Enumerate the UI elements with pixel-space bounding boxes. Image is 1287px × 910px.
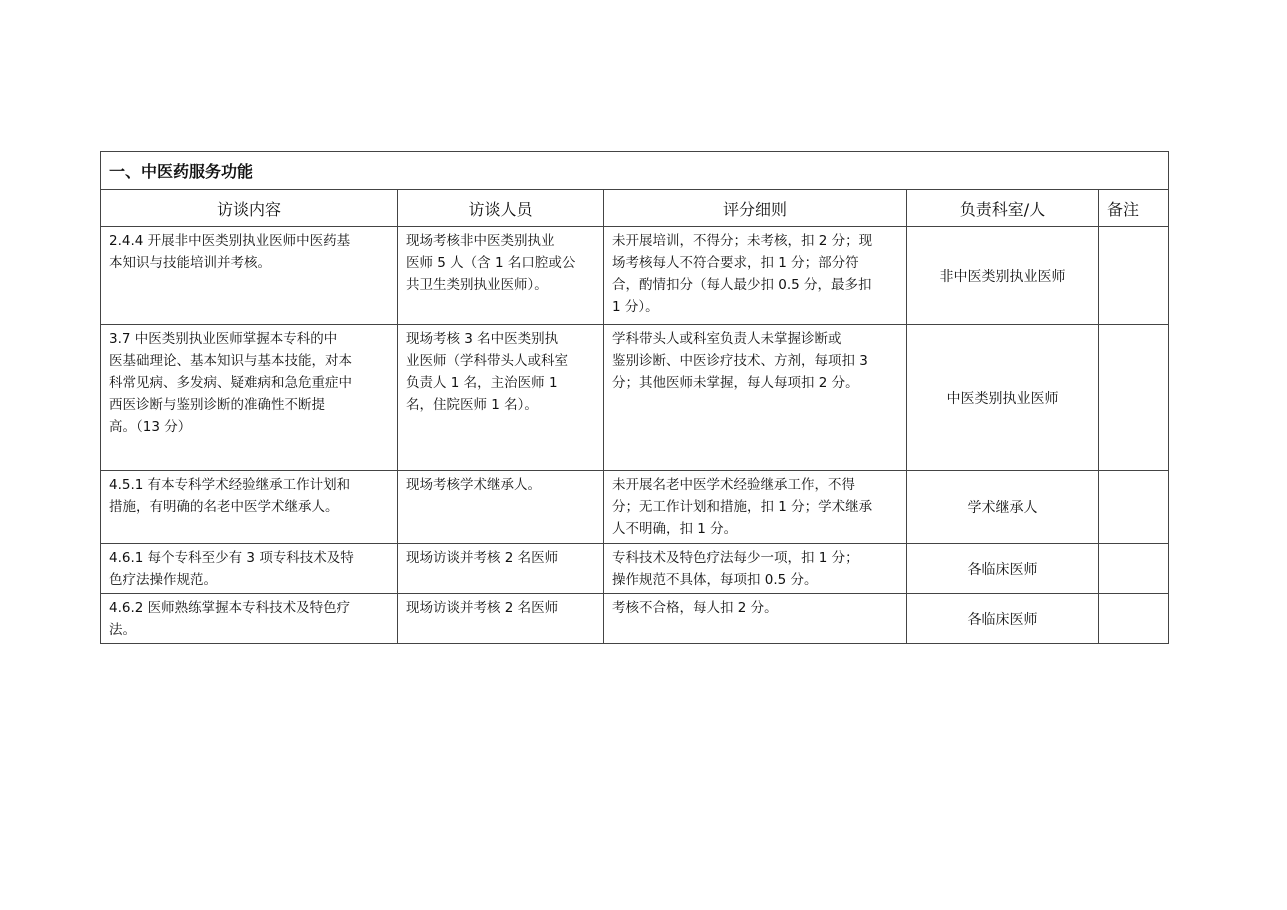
cell-content: 2.4.4 开展非中医类别执业医师中医药基 本知识与技能培训并考核。 [101, 227, 398, 325]
cell-dept: 非中医类别执业医师 [907, 227, 1099, 325]
cell-people: 现场考核非中医类别执业 医师 5 人（含 1 名口腔或公 共卫生类别执业医师）。 [398, 227, 604, 325]
header-content: 访谈内容 [101, 190, 398, 227]
cell-people: 现场访谈并考核 2 名医师 [398, 544, 604, 594]
cell-content: 4.5.1 有本专科学术经验继承工作计划和 措施，有明确的名老中医学术继承人。 [101, 471, 398, 544]
cell-people: 现场访谈并考核 2 名医师 [398, 594, 604, 644]
cell-dept: 学术继承人 [907, 471, 1099, 544]
cell-content: 3.7 中医类别执业医师掌握本专科的中 医基础理论、基本知识与基本技能，对本 科常见病、多发病、疑难病和急危重症中 西医诊断与鉴别诊断的准确性不断提 高。（13 分） [101, 325, 398, 471]
table-row [101, 594, 1169, 644]
header-dept: 负责科室/人 [907, 190, 1099, 227]
section-title: 一、中医药服务功能 [101, 152, 1169, 190]
cell-rules: 未开展培训，不得分；未考核，扣 2 分；现 场考核每人不符合要求，扣 1 分；部分符 合，酌情扣分（每人最少扣 0.5 分，最多扣 1 分）。 [604, 227, 907, 325]
cell-rules: 专科技术及特色疗法每少一项，扣 1 分； 操作规范不具体，每项扣 0.5 分。 [604, 544, 907, 594]
cell-people: 现场考核学术继承人。 [398, 471, 604, 544]
cell-content: 4.6.1 每个专科至少有 3 项专科技术及特 色疗法操作规范。 [101, 544, 398, 594]
cell-dept: 中医类别执业医师 [907, 325, 1099, 471]
cell-dept: 各临床医师 [907, 594, 1099, 644]
cell-note [1099, 227, 1169, 325]
table-row [101, 471, 1169, 544]
cell-rules: 学科带头人或科室负责人未掌握诊断或 鉴别诊断、中医诊疗技术、方剂，每项扣 3 分；其他医师未掌握，每人每项扣 2 分。 [604, 325, 907, 471]
table-row [101, 544, 1169, 594]
header-people: 访谈人员 [398, 190, 604, 227]
header-row [101, 190, 1169, 227]
cell-dept: 各临床医师 [907, 544, 1099, 594]
header-rules: 评分细则 [604, 190, 907, 227]
cell-rules: 考核不合格，每人扣 2 分。 [604, 594, 907, 644]
table-row [101, 227, 1169, 325]
cell-people: 现场考核 3 名中医类别执 业医师（学科带头人或科室 负责人 1 名，主治医师 1 名，住院医师 1 名）。 [398, 325, 604, 471]
cell-note [1099, 544, 1169, 594]
cell-note [1099, 471, 1169, 544]
table-row [101, 325, 1169, 471]
cell-content: 4.6.2 医师熟练掌握本专科技术及特色疗 法。 [101, 594, 398, 644]
assessment-table [100, 151, 1169, 644]
cell-note [1099, 594, 1169, 644]
cell-note [1099, 325, 1169, 471]
header-note: 备注 [1099, 190, 1169, 227]
section-title-row [101, 152, 1169, 190]
cell-rules: 未开展名老中医学术经验继承工作，不得 分；无工作计划和措施，扣 1 分；学术继承 人不明确，扣 1 分。 [604, 471, 907, 544]
